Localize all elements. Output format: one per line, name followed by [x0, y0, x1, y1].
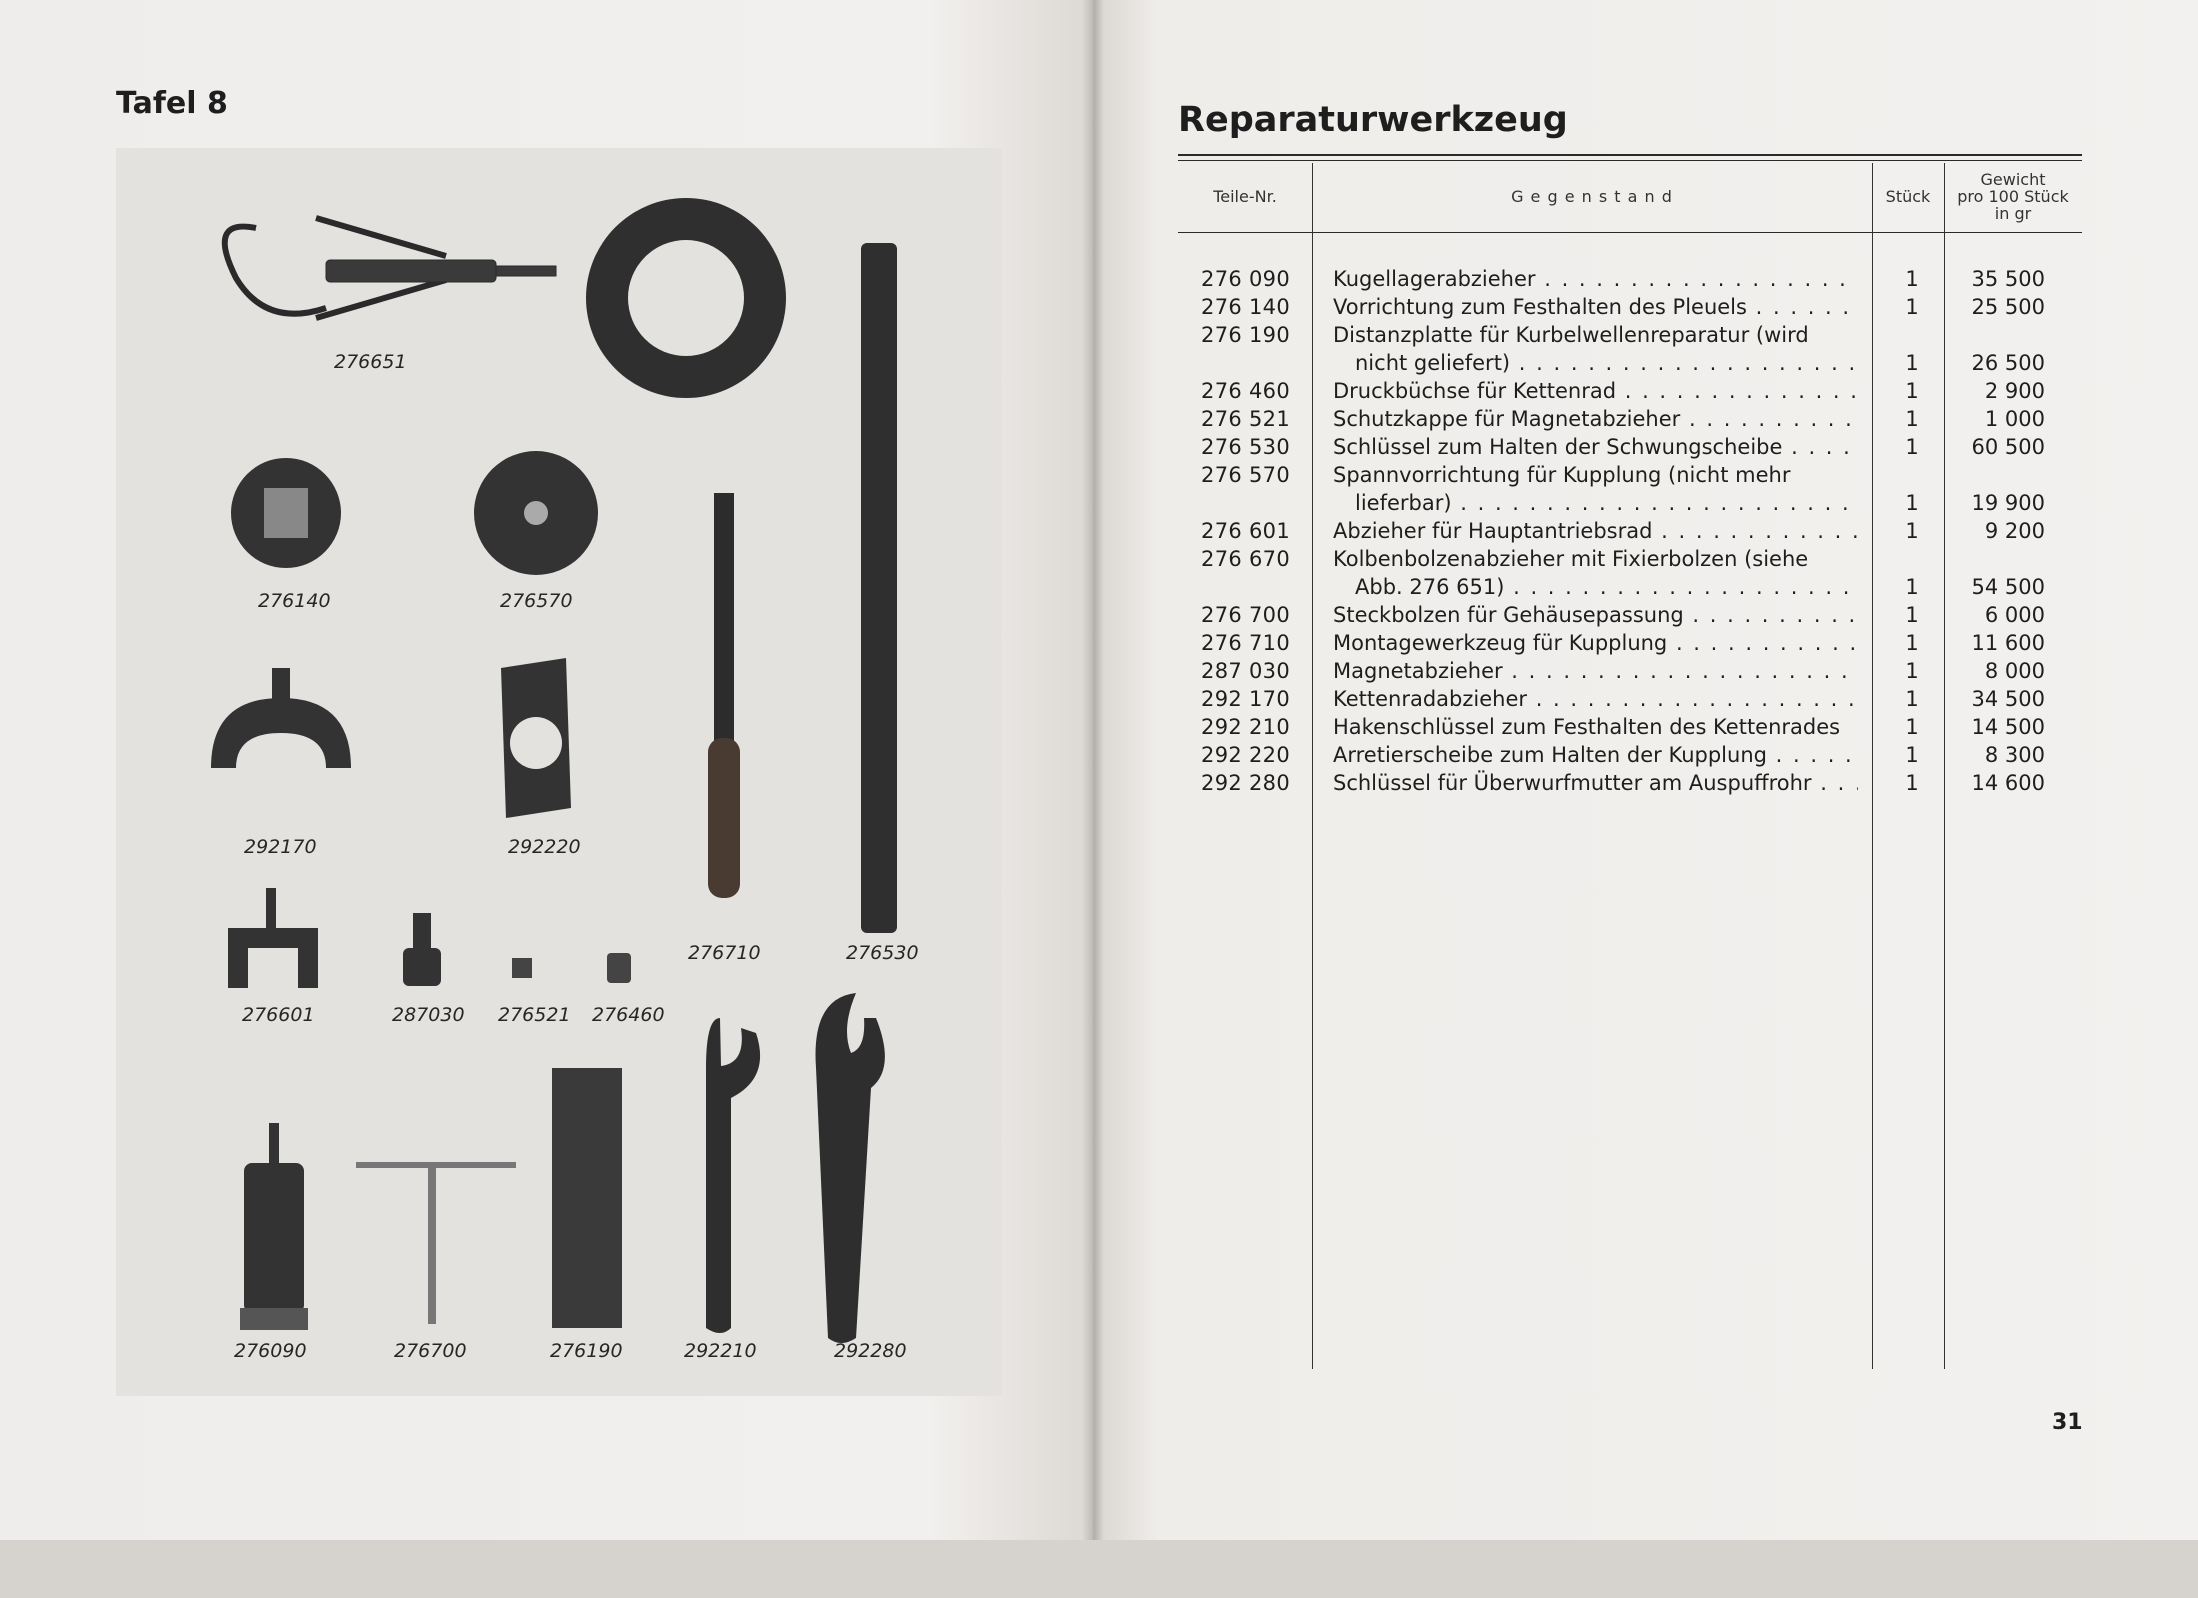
- part-number: 276 530: [1201, 435, 1290, 459]
- part-number: 276 140: [1201, 295, 1290, 319]
- weight: 6 000: [1984, 603, 2045, 627]
- quantity: 1: [1905, 575, 1919, 599]
- item-description: Vorrichtung zum Festhalten des Pleuels . . .: [1333, 293, 1858, 321]
- label-292170: 292170: [244, 836, 317, 858]
- quantity: 1: [1905, 631, 1919, 655]
- item-description: Magnetabzieher . . .: [1333, 657, 1858, 685]
- item-description: Spannvorrichtung für Kupplung (nicht mehr: [1333, 463, 1791, 487]
- part-number: 276 700: [1201, 603, 1290, 627]
- spanner-276530-drawing: [586, 198, 897, 933]
- puller-276090-drawing: [240, 1123, 308, 1330]
- part-number: 276 570: [1201, 463, 1290, 487]
- tool-photo-plate: [116, 148, 1002, 1396]
- label-292280: 292280: [834, 1340, 907, 1362]
- part-number: 276 521: [1201, 407, 1290, 431]
- weight: 11 600: [1971, 631, 2045, 655]
- item-description: Schlüssel für Überwurfmutter am Auspuffrohr . . .: [1333, 769, 1858, 797]
- quantity: 1: [1905, 659, 1919, 683]
- weight: 2 900: [1984, 379, 2045, 403]
- part-number: 292 220: [1201, 743, 1290, 767]
- weight: 25 500: [1971, 295, 2045, 319]
- puller-276651-drawing: [225, 218, 556, 318]
- label-292220: 292220: [508, 836, 581, 858]
- part-number: 276 601: [1201, 519, 1290, 543]
- label-276651: 276651: [334, 351, 407, 373]
- weight: 60 500: [1971, 435, 2045, 459]
- item-description: lieferbar) . . .: [1333, 489, 1858, 517]
- item-description: Kettenradabzieher . . .: [1333, 685, 1858, 713]
- quantity: 1: [1905, 295, 1919, 319]
- puller-287030-drawing: [403, 913, 441, 986]
- label-276521: 276521: [498, 1004, 571, 1026]
- weight: 8 000: [1984, 659, 2045, 683]
- plate-title: Tafel 8: [116, 86, 228, 121]
- page-number: 31: [2052, 1410, 2083, 1435]
- col-sep-2: [1872, 163, 1873, 1369]
- header-gewicht: [1946, 171, 2080, 222]
- plate-276190-drawing: [552, 1068, 622, 1328]
- item-description: Kugellagerabzieher . . .: [1333, 265, 1858, 293]
- part-number: 276 670: [1201, 547, 1290, 571]
- label-276570: 276570: [500, 590, 573, 612]
- item-description: Arretierscheibe zum Halten der Kupplung . . .: [1333, 741, 1858, 769]
- weight: 14 600: [1971, 771, 2045, 795]
- page-title: Reparaturwerkzeug: [1178, 100, 1568, 140]
- left-page: [0, 0, 1092, 1540]
- item-description: Hakenschlüssel zum Festhalten des Kettenrades: [1333, 715, 1841, 739]
- part-number: 276 710: [1201, 631, 1290, 655]
- tool-illustrations: [116, 148, 1002, 1396]
- part-number: 276 460: [1201, 379, 1290, 403]
- header-gewicht-line3: in gr: [1994, 204, 2032, 223]
- part-number: 292 210: [1201, 715, 1290, 739]
- part-number: 276 190: [1201, 323, 1290, 347]
- quantity: 1: [1905, 351, 1919, 375]
- weight: 34 500: [1971, 687, 2045, 711]
- cap-276521-drawing: [512, 958, 532, 978]
- pin-276700-drawing: [356, 1162, 516, 1324]
- label-292210: 292210: [684, 1340, 757, 1362]
- plate-292220-drawing: [501, 658, 571, 818]
- table-top-rule: [1178, 154, 2082, 156]
- quantity: 1: [1905, 519, 1919, 543]
- item-description: Druckbüchse für Kettenrad . . .: [1333, 377, 1858, 405]
- item-description: Steckbolzen für Gehäusepassung . . .: [1333, 601, 1858, 629]
- quantity: 1: [1905, 771, 1919, 795]
- header-gewicht-line2: pro 100 Stück: [1957, 187, 2069, 206]
- label-276710: 276710: [688, 942, 761, 964]
- table-top-rule-thin: [1178, 160, 2082, 161]
- quantity: 1: [1905, 603, 1919, 627]
- label-276530: 276530: [846, 942, 919, 964]
- quantity: 1: [1905, 379, 1919, 403]
- puller-276601-drawing: [228, 888, 318, 988]
- weight: 8 300: [1984, 743, 2045, 767]
- label-276190: 276190: [550, 1340, 623, 1362]
- header-bottom-rule: [1178, 232, 2082, 233]
- weight: 35 500: [1971, 267, 2045, 291]
- item-description: Distanzplatte für Kurbelwellenreparatur (wird: [1333, 323, 1809, 347]
- hook-spanner-292210-drawing: [706, 1018, 760, 1333]
- header-gewicht-line1: Gewicht: [1980, 170, 2046, 189]
- quantity: 1: [1905, 687, 1919, 711]
- item-description: Schlüssel zum Halten der Schwungscheibe . . .: [1333, 433, 1858, 461]
- label-276090: 276090: [234, 1340, 307, 1362]
- item-description: Schutzkappe für Magnetabzieher . . .: [1333, 405, 1858, 433]
- quantity: 1: [1905, 435, 1919, 459]
- item-description: Kolbenbolzenabzieher mit Fixierbolzen (siehe: [1333, 547, 1809, 571]
- label-287030: 287030: [392, 1004, 465, 1026]
- quantity: 1: [1905, 267, 1919, 291]
- item-description: Abb. 276 651) . . .: [1333, 573, 1858, 601]
- tool-276710-drawing: [708, 493, 740, 898]
- weight: 14 500: [1971, 715, 2045, 739]
- part-number: 287 030: [1201, 659, 1290, 683]
- part-number: 292 280: [1201, 771, 1290, 795]
- item-description: nicht geliefert) . . .: [1333, 349, 1858, 377]
- col-sep-1: [1312, 163, 1313, 1369]
- weight: 54 500: [1971, 575, 2045, 599]
- book-spine-shadow: [1082, 0, 1104, 1540]
- quantity: 1: [1905, 743, 1919, 767]
- fixture-276140-drawing: [231, 458, 341, 568]
- label-276700: 276700: [394, 1340, 467, 1362]
- quantity: 1: [1905, 491, 1919, 515]
- header-stueck: Stück: [1885, 187, 1931, 206]
- spanner-292280-drawing: [816, 993, 885, 1343]
- weight: 19 900: [1971, 491, 2045, 515]
- weight: 9 200: [1984, 519, 2045, 543]
- fixture-276570-drawing: [474, 451, 598, 575]
- header-teile-nr: Teile-Nr.: [1213, 187, 1277, 206]
- bush-276460-drawing: [607, 953, 631, 983]
- label-276140: 276140: [258, 590, 331, 612]
- weight: 26 500: [1971, 351, 2045, 375]
- puller-292170-drawing: [211, 668, 351, 768]
- item-description: Abzieher für Hauptantriebsrad . . .: [1333, 517, 1858, 545]
- label-276601: 276601: [242, 1004, 315, 1026]
- header-gegenstand: G e g e n s t a n d: [1511, 187, 1673, 206]
- part-number: 276 090: [1201, 267, 1290, 291]
- quantity: 1: [1905, 715, 1919, 739]
- part-number: 292 170: [1201, 687, 1290, 711]
- label-276460: 276460: [592, 1004, 665, 1026]
- item-description: Montagewerkzeug für Kupplung . . .: [1333, 629, 1858, 657]
- quantity: 1: [1905, 407, 1919, 431]
- weight: 1 000: [1984, 407, 2045, 431]
